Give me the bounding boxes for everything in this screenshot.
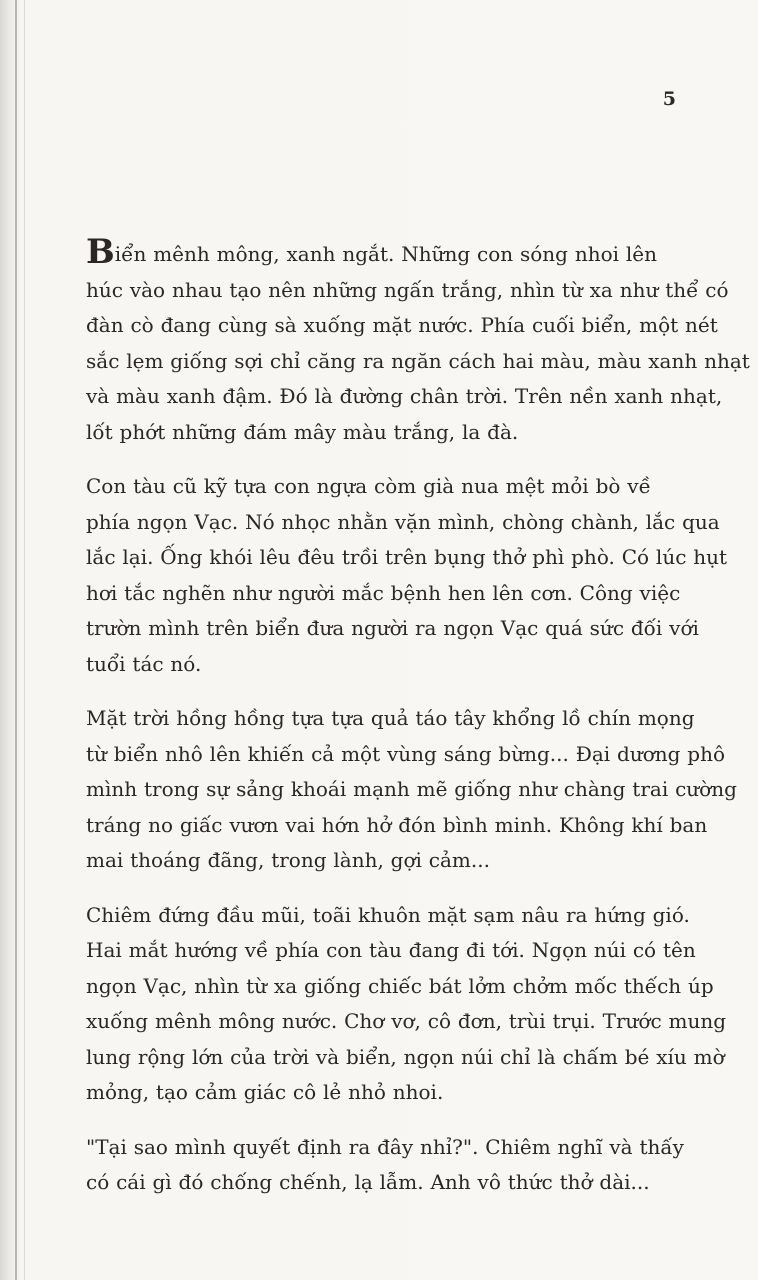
paragraph-line: lắc lại. Ống khói lêu đêu trồi trên bụng thở phì phò. Có lúc hụt <box>86 545 728 569</box>
paragraph-line: tráng no giấc vươn vai hớn hở đón bình minh. Không khí ban <box>86 812 708 837</box>
paragraph-1 <box>86 232 750 450</box>
paragraph-line: từ biển nhô lên khiến cả một vùng sáng bừng... Đại dương phô <box>86 741 726 766</box>
paragraph-line: lốt phớt những đám mây màu trắng, la đà. <box>86 419 519 444</box>
paragraph-line: đàn cò đang cùng sà xuống mặt nước. Phía cuối biển, một nét <box>86 313 718 337</box>
paragraph-line <box>86 232 708 273</box>
page-number: 5 <box>662 88 676 110</box>
drop-cap: B <box>86 232 115 272</box>
paragraph-line: phía ngọn Vạc. Nó nhọc nhằn vặn mình, chòng chành, lắc qua <box>86 509 720 534</box>
paragraph-3 <box>86 701 737 879</box>
paragraph-line: mỏng, tạo cảm giác cô lẻ nhỏ nhoi. <box>86 1080 444 1104</box>
spine-shadow <box>15 0 17 1280</box>
paragraph-line: xuống mênh mông nước. Chơ vơ, cô đơn, trùi trụi. Trước mung <box>86 1009 727 1033</box>
first-line-text: iển mênh mông, xanh ngắt. Những con sóng nhoi lên <box>114 242 657 266</box>
paragraph-line: sắc lẹm giống sợi chỉ căng ra ngăn cách hai màu, màu xanh nhạt <box>86 348 750 373</box>
paragraph-line: mai thoáng đãng, trong lành, gợi cảm... <box>86 848 490 872</box>
paragraph-line: có cái gì đó chống chếnh, lạ lẫm. Anh vô thức thở dài... <box>86 1170 650 1194</box>
spine-edge <box>24 0 25 1280</box>
paragraph-line: Hai mắt hướng về phía con tàu đang đi tới. Ngọn núi có tên <box>86 938 696 962</box>
paragraph-4 <box>86 898 727 1111</box>
paragraph-line: và màu xanh đậm. Đó là đường chân trời. Trên nền xanh nhạt, <box>86 384 723 408</box>
paragraph-line: Mặt trời hồng hồng tựa tựa quả táo tây khổng lồ chín mọng <box>86 706 695 730</box>
paragraph-line: Con tàu cũ kỹ tựa con ngựa còm già nua mệt mỏi bò về <box>86 474 651 498</box>
paragraph-line: trườn mình trên biển đưa người ra ngọn Vạc quá sức đối với <box>86 616 699 640</box>
paragraph-line: "Tại sao mình quyết định ra đây nhỉ?". Chiêm nghĩ và thấy <box>86 1134 684 1159</box>
paragraph-line: ngọn Vạc, nhìn từ xa giống chiếc bát lởm chởm mốc thếch úp <box>86 973 714 998</box>
paragraph-2 <box>86 469 728 682</box>
paragraph-5 <box>86 1130 708 1201</box>
paragraph-line: Chiêm đứng đầu mũi, toãi khuôn mặt sạm nâu ra hứng gió. <box>86 902 690 927</box>
paragraph-line: tuổi tác nó. <box>86 651 202 676</box>
body-text <box>86 232 750 1220</box>
paragraph-line: mình trong sự sảng khoái mạnh mẽ giống như chàng trai cường <box>86 777 737 801</box>
paragraph-line: hơi tắc nghẽn như người mắc bệnh hen lên cơn. Công việc <box>86 580 681 605</box>
paragraph-line: húc vào nhau tạo nên những ngấn trắng, nhìn từ xa như thể có <box>86 277 729 302</box>
paragraph-line: lung rộng lớn của trời và biển, ngọn núi chỉ là chấm bé xíu mờ <box>86 1044 725 1069</box>
